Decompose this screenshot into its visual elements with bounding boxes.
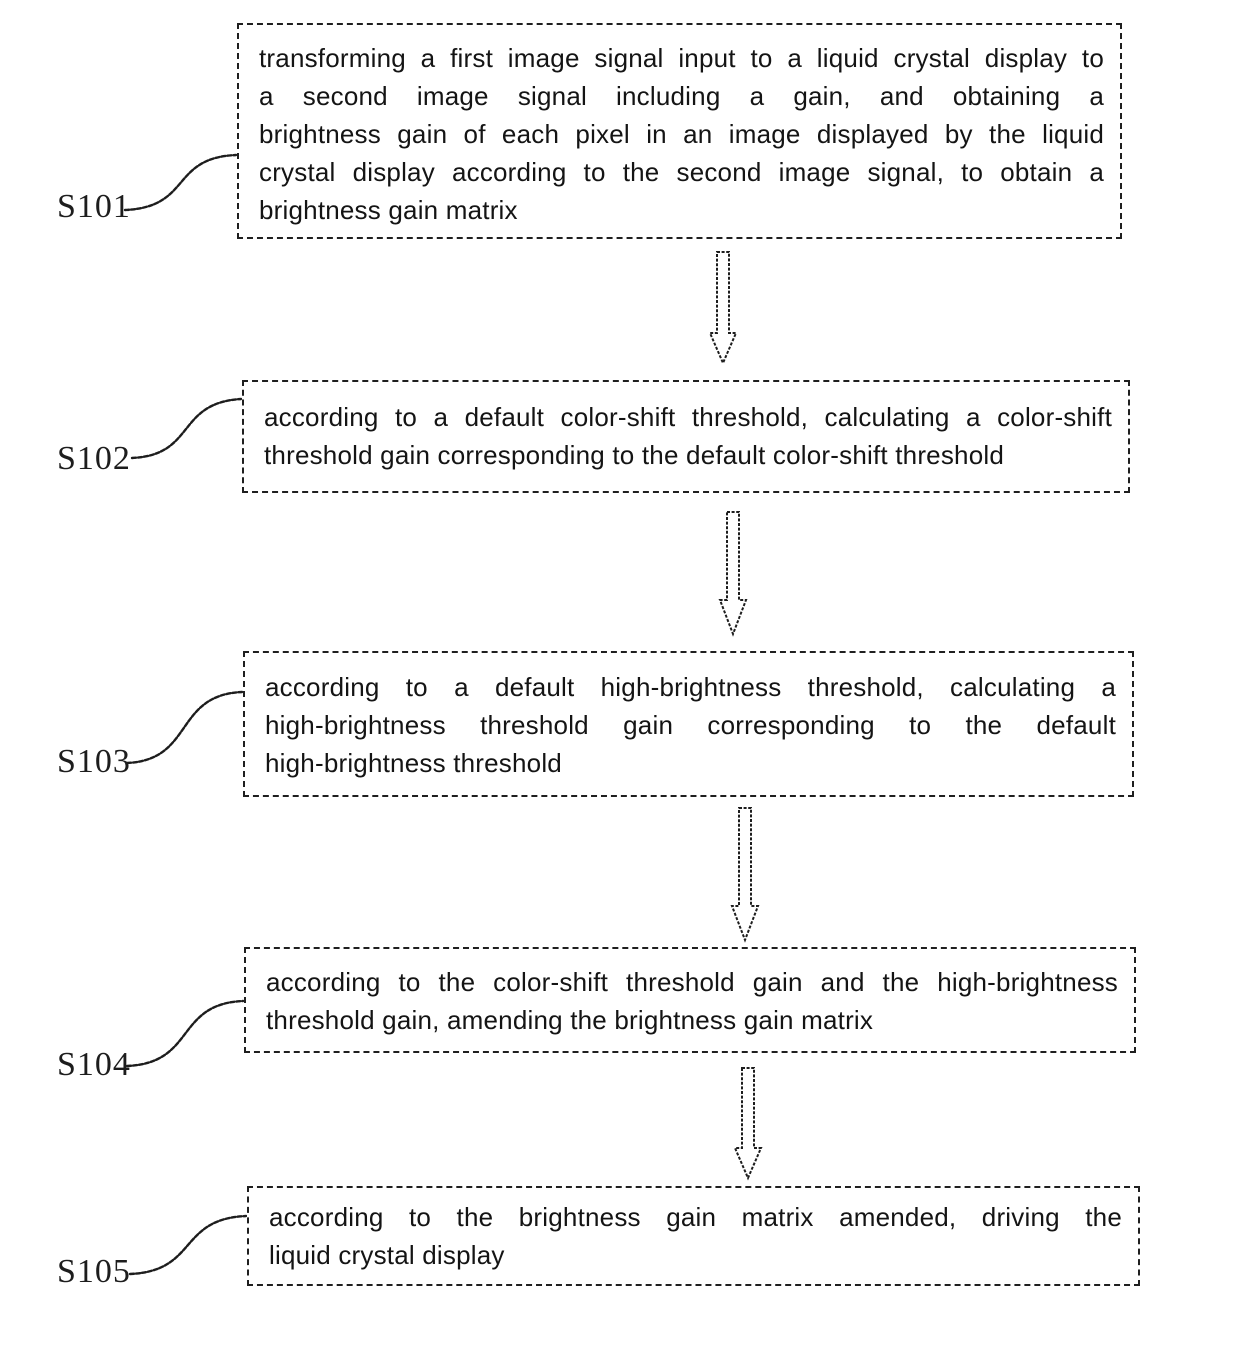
step-text-line: liquid crystal display <box>269 1240 505 1270</box>
step-label-s101: S101 <box>57 188 131 225</box>
step-box-s104 <box>244 947 1136 1053</box>
step-text-line: according to a default color-shift threshold, calculating a color-shift <box>264 402 1112 432</box>
step-text-line: according to the brightness gain matrix amended, driving the <box>269 1202 1122 1232</box>
down-arrow-icon <box>710 252 736 363</box>
step-text-line: high-brightness threshold <box>265 748 562 778</box>
step-text-line: transforming a first image signal input to a liquid crystal display to <box>259 43 1104 73</box>
down-arrow-icon <box>720 512 746 634</box>
down-arrow-icon <box>735 1068 761 1178</box>
step-label-s104: S104 <box>57 1046 131 1083</box>
step-label-s102: S102 <box>57 440 131 477</box>
step-text-line: high-brightness threshold gain corresponding to the default <box>265 710 1116 740</box>
connector-curve-s105 <box>130 1216 246 1274</box>
connector-curve-s101 <box>125 155 236 210</box>
connector-curve-s102 <box>132 399 241 458</box>
step-text-line: according to a default high-brightness threshold, calculating a <box>265 672 1116 702</box>
step-text-line: threshold gain corresponding to the default color-shift threshold <box>264 440 1004 470</box>
step-text-line: threshold gain, amending the brightness gain matrix <box>266 1005 874 1035</box>
connector-curve-s104 <box>127 1001 243 1066</box>
step-text-line: brightness gain matrix <box>259 195 518 225</box>
step-text-line: crystal display according to the second image signal, to obtain a <box>259 157 1104 187</box>
step-box-s102 <box>242 380 1130 493</box>
down-arrow-icon <box>732 808 758 940</box>
step-text-line: according to the color-shift threshold gain and the high-brightness <box>266 967 1118 997</box>
step-label-s103: S103 <box>57 743 131 780</box>
step-text-line: brightness gain of each pixel in an image displayed by the liquid <box>259 119 1104 149</box>
step-box-s105 <box>247 1186 1140 1286</box>
connector-curve-s103 <box>127 692 242 763</box>
step-box-s103 <box>243 651 1134 797</box>
step-text-line: a second image signal including a gain, and obtaining a <box>259 81 1104 111</box>
step-label-s105: S105 <box>57 1253 131 1290</box>
step-box-s101 <box>237 23 1122 239</box>
